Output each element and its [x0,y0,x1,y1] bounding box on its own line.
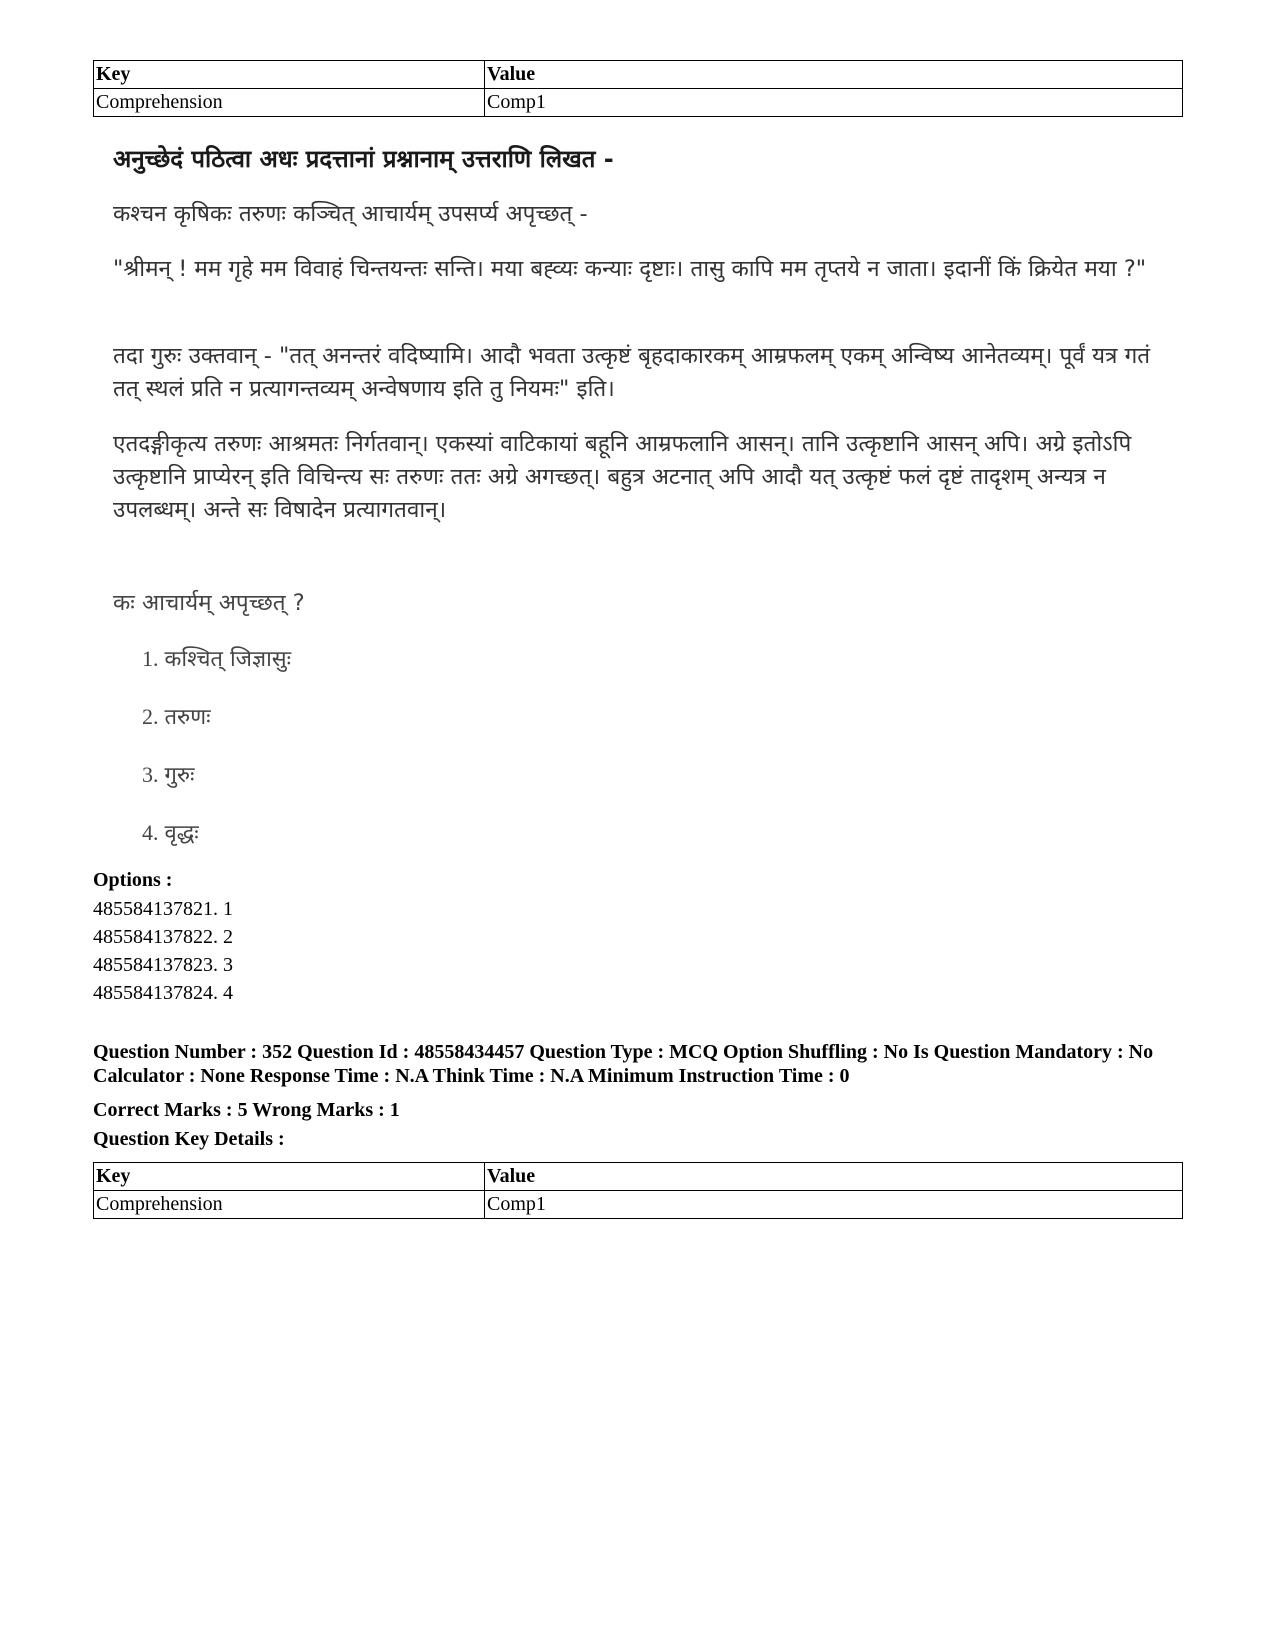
table-header-row [94,1163,1183,1191]
header-value-cell: Value [485,61,1183,89]
option-id-line-2: 485584137822. 2 [93,926,233,948]
passage-heading: अनुच्छेदं पठित्वा अधः प्रदत्तानां प्रश्नानाम् उत्तराणि लिखत - [113,145,614,173]
option-text: गुरुः [164,763,195,788]
question-option-4 [142,817,199,847]
header-key-cell: Key [94,1163,485,1191]
passage-paragraph-1: कश्चन कृषिकः तरुणः कञ्चित् आचार्यम् उपसर्प्य अपृच्छत् - [113,201,588,227]
option-text: कश्चित् जिज्ञासुः [164,647,292,672]
header-value-cell: Value [485,1163,1183,1191]
option-number: 2. [142,704,159,729]
key-cell: Comprehension [94,89,485,117]
key-value-table-top [93,60,1183,117]
question-key-details-label: Question Key Details : [93,1128,285,1150]
question-option-3 [142,759,195,789]
question-text: कः आचार्यम् अपृच्छत् ? [113,590,305,616]
option-number: 3. [142,762,159,787]
question-option-2 [142,701,211,731]
option-number: 4. [142,820,159,845]
passage-paragraph-3: तदा गुरुः उक्तवान् - "तत् अनन्तरं वदिष्यामि। आदौ भवता उत्कृष्टं बृहदाकारकम् आम्रफलम् एकम् अन्विष्य आनेतव्यम्। पूर्वं यत्र गतं तत् स्थलं प्रति न प्रत्यागन्तव्यम् अन्वेषणाय इति तु नियमः" इति। [113,343,1151,402]
question-metadata: Question Number : 352 Question Id : 48558434457 Question Type : MCQ Option Shuffling : No Is Question Mandatory : No Calculator : None Response Time : N.A Think Time : N.A Minimum Instruction Time : 0 [93,1041,1154,1087]
option-id-line-1: 485584137821. 1 [93,898,233,920]
key-cell: Comprehension [94,1191,485,1219]
option-text: वृद्धः [164,821,199,846]
value-cell: Comp1 [485,1191,1183,1219]
option-number: 1. [142,646,159,671]
question-marks: Correct Marks : 5 Wrong Marks : 1 [93,1099,400,1121]
option-id-line-4: 485584137824. 4 [93,982,233,1004]
option-text: तरुणः [164,705,211,730]
question-option-1 [142,643,291,673]
key-value-table-bottom [93,1162,1183,1219]
option-id-line-3: 485584137823. 3 [93,954,233,976]
table-row [94,1191,1183,1219]
table-header-row [94,61,1183,89]
options-label: Options : [93,869,173,891]
passage-paragraph-4: एतदङ्गीकृत्य तरुणः आश्रमतः निर्गतवान्। एकस्यां वाटिकायां बहूनि आम्रफलानि आसन्। तानि उत्कृष्टानि आसन् अपि। अग्रे इतोऽपि उत्कृष्टानि प्राप्येरन् इति विचिन्त्य सः तरुणः ततः अग्रे अगच्छत्। बहुत्र अटनात् अपि आदौ यत् उत्कृष्टं फलं दृष्टं तादृशम् अन्यत्र न उपलब्धम्। अन्ते सः विषादेन प्रत्यागतवान्। [113,431,1132,523]
value-cell: Comp1 [485,89,1183,117]
table-row [94,89,1183,117]
header-key-cell: Key [94,61,485,89]
passage-paragraph-2: "श्रीमन् ! मम गृहे मम विवाहं चिन्तयन्तः सन्ति। मया बह्व्यः कन्याः दृष्टाः। तासु कापि मम तृप्तये न जाता। इदानीं किं क्रियेत मया ?" [113,256,1147,282]
